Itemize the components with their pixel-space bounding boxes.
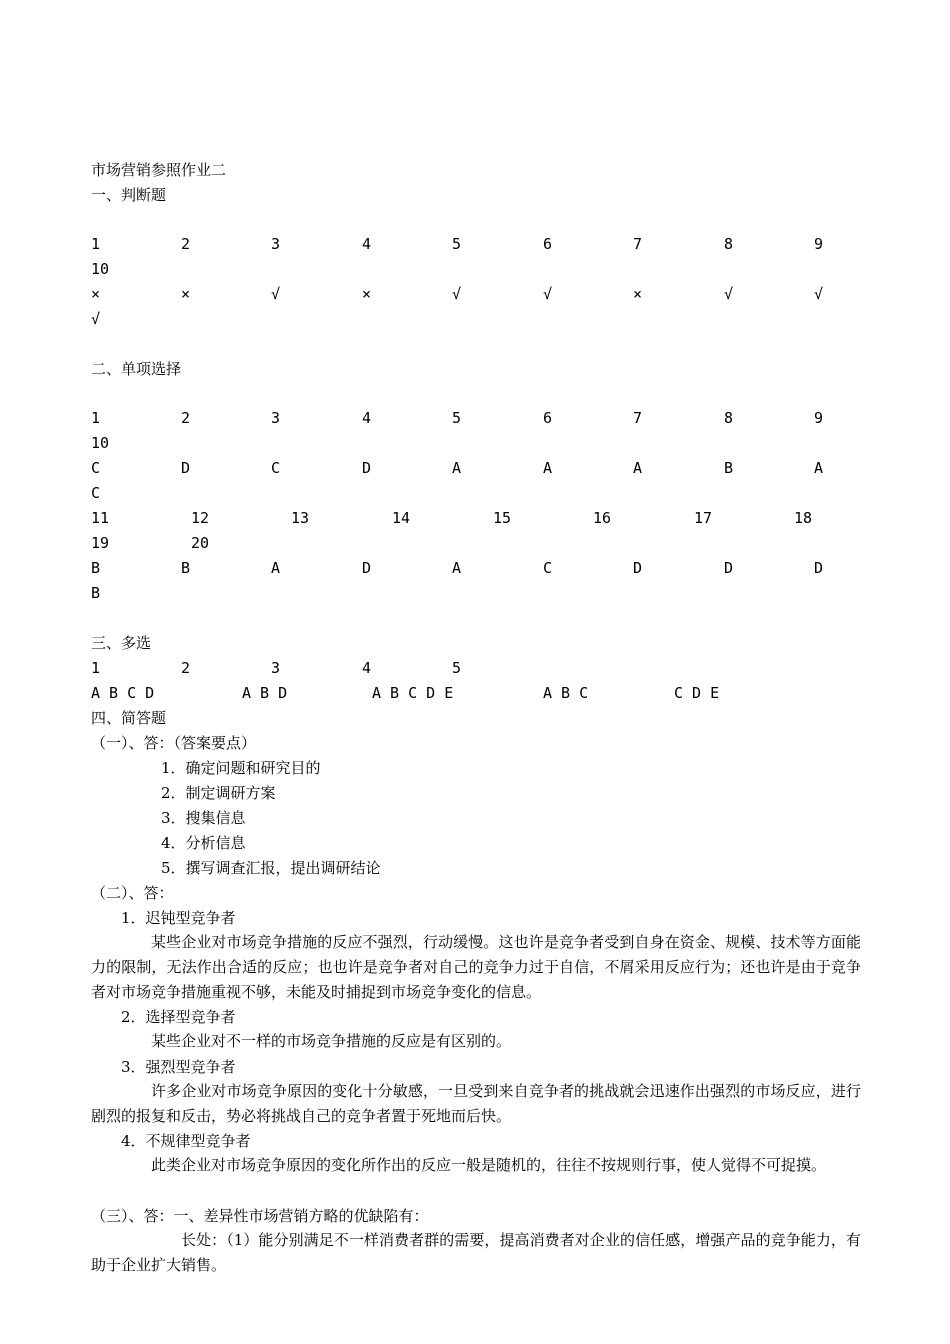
table-cell: 4 (362, 409, 372, 427)
table-cell: 12 (191, 509, 210, 527)
table-cell: 7 (633, 409, 643, 427)
table-cell: 9 (814, 409, 824, 427)
table-cell: A (814, 459, 824, 477)
list-item: 5．撰写调查汇报，提出调研结论 (161, 859, 381, 877)
table-cell: 2 (181, 409, 191, 427)
table-cell: 3 (271, 659, 281, 677)
competitor-type-heading: 1．迟钝型竞争者 (121, 909, 236, 927)
q2-label: （二）、答： (91, 884, 174, 902)
table-cell: C (91, 459, 101, 477)
table-cell: 15 (493, 509, 512, 527)
competitor-type-heading: 4．不规律型竞争者 (121, 1132, 251, 1150)
table-cell: 13 (291, 509, 310, 527)
table-cell: 14 (392, 509, 411, 527)
table-cell: A B D (242, 684, 288, 702)
competitor-type-heading: 3．强烈型竞争者 (121, 1058, 236, 1076)
table-cell: 6 (543, 235, 553, 253)
table-cell: √ (91, 310, 101, 328)
table-cell: √ (543, 285, 553, 303)
table-cell: D (724, 559, 734, 577)
table-cell: 6 (543, 409, 553, 427)
table-cell: D (181, 459, 191, 477)
table-cell: A B C (543, 684, 589, 702)
table-cell: A B C D E (372, 684, 454, 702)
list-item: 3．搜集信息 (161, 809, 246, 827)
table-cell: C (271, 459, 281, 477)
table-cell: 19 (91, 534, 110, 552)
table-cell: B (91, 559, 101, 577)
table-cell: 1 (91, 659, 101, 677)
table-cell: C (91, 484, 101, 502)
table-cell: 1 (91, 409, 101, 427)
table-cell: 8 (724, 235, 734, 253)
table-cell: √ (724, 285, 734, 303)
table-cell: B (91, 584, 101, 602)
table-cell: 10 (91, 260, 110, 278)
paragraph: 长处：（1）能分别满足不一样消费者群的需要，提高消费者对企业的信任感，增强产品的竞争能力，有助于企业扩大销售。 (91, 1231, 861, 1274)
table-cell: B (181, 559, 191, 577)
table-cell: D (362, 559, 372, 577)
table-cell: A (543, 459, 553, 477)
list-item: 1．确定问题和研究目的 (161, 759, 321, 777)
table-cell: 5 (452, 235, 462, 253)
table-cell: D (633, 559, 643, 577)
table-cell: × (362, 285, 372, 303)
table-cell: × (633, 285, 643, 303)
table-cell: 10 (91, 434, 110, 452)
section-4-heading: 四、简答题 (91, 709, 167, 727)
table-cell: × (91, 285, 101, 303)
section-2-heading: 二、单项选择 (91, 360, 182, 378)
table-cell: 4 (362, 235, 372, 253)
table-cell: 2 (181, 659, 191, 677)
list-item: 4．分析信息 (161, 834, 246, 852)
competitor-type-heading: 2．选择型竞争者 (121, 1008, 236, 1026)
table-cell: 8 (724, 409, 734, 427)
list-item: 2．制定调研方案 (161, 784, 276, 802)
paragraph: 某些企业对不一样的市场竞争措施的反应是有区别的。 (151, 1032, 512, 1050)
table-cell: A (452, 459, 462, 477)
table-cell: 3 (271, 235, 281, 253)
paragraph: 某些企业对市场竞争措施的反应不强烈，行动缓慢。这也许是竞争者受到自身在资金、规模、技术等方面能力的限制，无法作出合适的反应；也也许是竞争者对自己的竞争力过于自信，不屑采用反应行为；还也许是由于竞争者对市场竞争措施重视不够，未能及时捕捉到市场竞争变化的信息。 (91, 933, 861, 1001)
table-cell: 18 (794, 509, 813, 527)
table-cell: √ (271, 285, 281, 303)
table-cell: C D E (674, 684, 720, 702)
table-cell: D (362, 459, 372, 477)
table-cell: 16 (593, 509, 612, 527)
table-cell: B (724, 459, 734, 477)
table-cell: √ (452, 285, 462, 303)
table-cell: 1 (91, 235, 101, 253)
table-cell: 11 (91, 509, 110, 527)
table-cell: 9 (814, 235, 824, 253)
table-cell: A (271, 559, 281, 577)
page-title: 市场营销参照作业二 (91, 161, 227, 179)
table-cell: √ (814, 285, 824, 303)
section-3-heading: 三、多选 (91, 634, 152, 652)
table-cell: 5 (452, 659, 462, 677)
q1-label: （一）、答：（答案要点） (91, 734, 257, 752)
table-cell: 2 (181, 235, 191, 253)
table-cell: A (452, 559, 462, 577)
section-1-heading: 一、判断题 (91, 186, 167, 204)
table-cell: A (633, 459, 643, 477)
table-cell: D (814, 559, 824, 577)
table-cell: 4 (362, 659, 372, 677)
table-cell: 3 (271, 409, 281, 427)
q3-label: （三）、答：一、差异性市场营销方略的优缺陷有： (91, 1207, 429, 1225)
table-cell: 5 (452, 409, 462, 427)
paragraph: 许多企业对市场竞争原因的变化十分敏感，一旦受到来自竞争者的挑战就会迅速作出强烈的市场反应，进行剧烈的报复和反击，势必将挑战自己的竞争者置于死地而后快。 (91, 1082, 861, 1125)
table-cell: 20 (191, 534, 210, 552)
table-cell: C (543, 559, 553, 577)
paragraph: 此类企业对市场竞争原因的变化所作出的反应一般是随机的，往往不按规则行事，使人觉得不可捉摸。 (151, 1156, 827, 1174)
table-cell: × (181, 285, 191, 303)
table-cell: 7 (633, 235, 643, 253)
table-cell: A B C D (91, 684, 155, 702)
table-cell: 17 (694, 509, 713, 527)
